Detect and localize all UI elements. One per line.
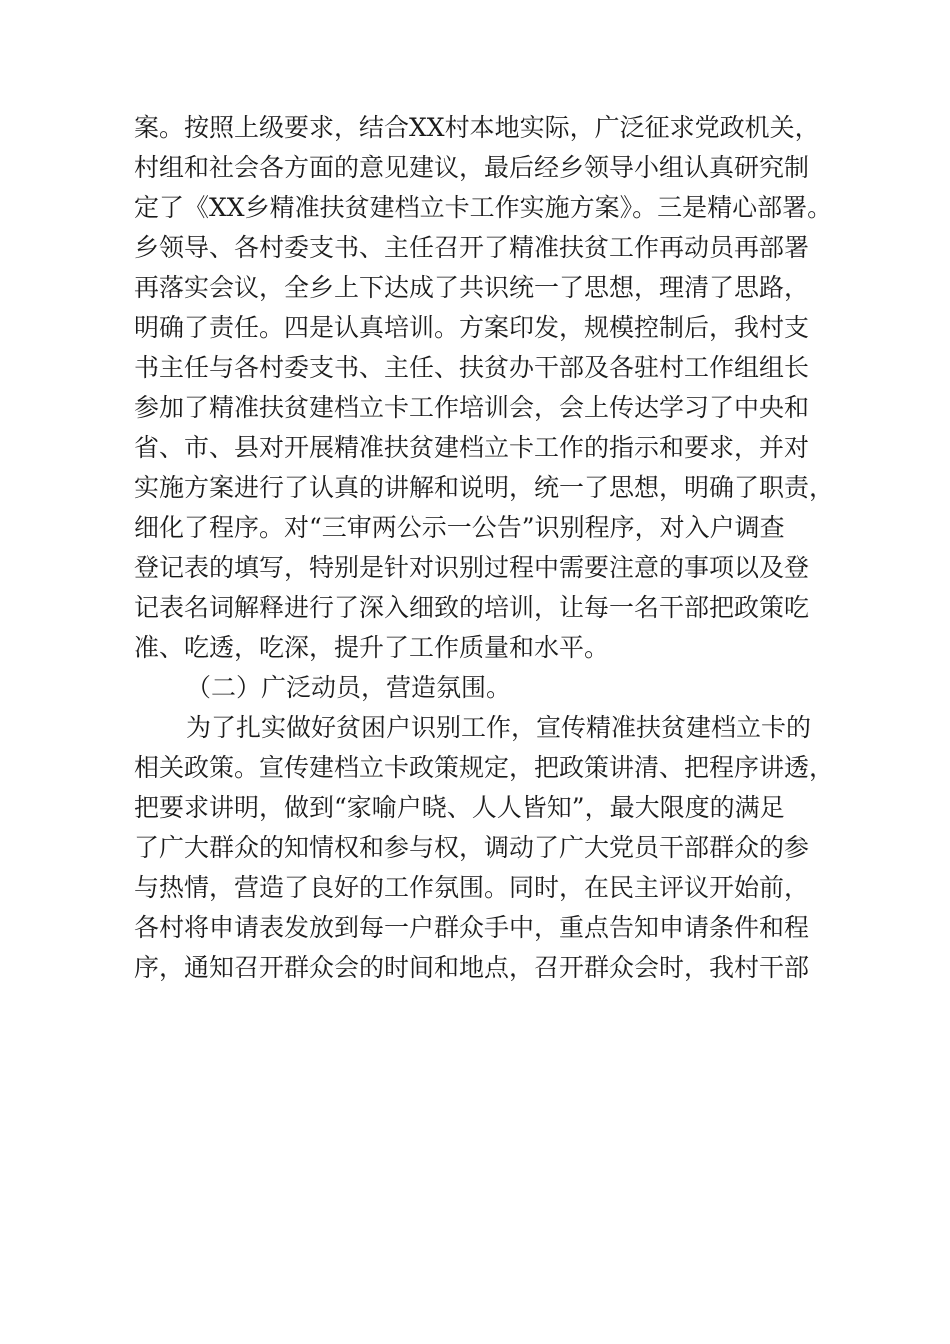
paragraph-1-line: 乡领导、各村委支书、主任召开了精准扶贫工作再动员再部署 [134,233,810,262]
paragraph-2-line: 各村将申请表发放到每一户群众手中，重点告知申请条件和程 [134,913,810,942]
paragraph-1-line: 登记表的填写，特别是针对识别过程中需要注意的事项以及登 [134,553,810,582]
paragraph-1-line: 再落实会议，全乡上下达成了共识统一了思想，理清了思路， [134,273,810,302]
paragraph-2-line: 相关政策。宣传建档立卡政策规定，把政策讲清、把程序讲透， [134,753,835,782]
paragraph-2-line: 与热情，营造了良好的工作氛围。同时，在民主评议开始前， [134,873,810,902]
paragraph-1-line: 参加了精准扶贫建档立卡工作培训会，会上传达学习了中央和 [134,393,810,422]
paragraph-1-line: 案。按照上级要求，结合XX村本地实际，广泛征求党政机关， [134,113,820,142]
paragraph-1-line: 实施方案进行了认真的讲解和说明，统一了思想，明确了职责， [134,473,835,502]
paragraph-1-line: 定了《XX乡精准扶贫建档立卡工作实施方案》。三是精心部署。 [134,193,833,222]
paragraph-2-line: 为了扎实做好贫困户识别工作，宣传精准扶贫建档立卡的 [186,713,812,742]
paragraph-1-line: 明确了责任。四是认真培训。方案印发，规模控制后，我村支 [134,313,810,342]
document-body [134,108,854,988]
paragraph-2-line: 序，通知召开群众会的时间和地点，召开群众会时，我村干部 [134,953,810,982]
paragraph-1-line: 记表名词解释进行了深入细致的培训，让每一名干部把政策吃 [134,593,810,622]
paragraph-1-line: 省、市、县对开展精准扶贫建档立卡工作的指示和要求，并对 [134,433,810,462]
paragraph-1-line: 细化了程序。对“三审两公示一公告”识别程序，对入户调查 [134,513,785,542]
paragraph-2-line: 了广大群众的知情权和参与权，调动了广大党员干部群众的参 [134,833,810,862]
paragraph-1-line: 村组和社会各方面的意见建议，最后经乡领导小组认真研究制 [134,153,810,182]
paragraph-1-line: 准、吃透，吃深，提升了工作质量和水平。 [134,633,610,662]
paragraph-1-line: 书主任与各村委支书、主任、扶贫办干部及各驻村工作组组长 [134,353,810,382]
paragraph-2-line: 把要求讲明，做到“家喻户晓、人人皆知”，最大限度的满足 [134,793,785,822]
section-heading: （二）广泛动员，营造氛围。 [186,673,512,702]
